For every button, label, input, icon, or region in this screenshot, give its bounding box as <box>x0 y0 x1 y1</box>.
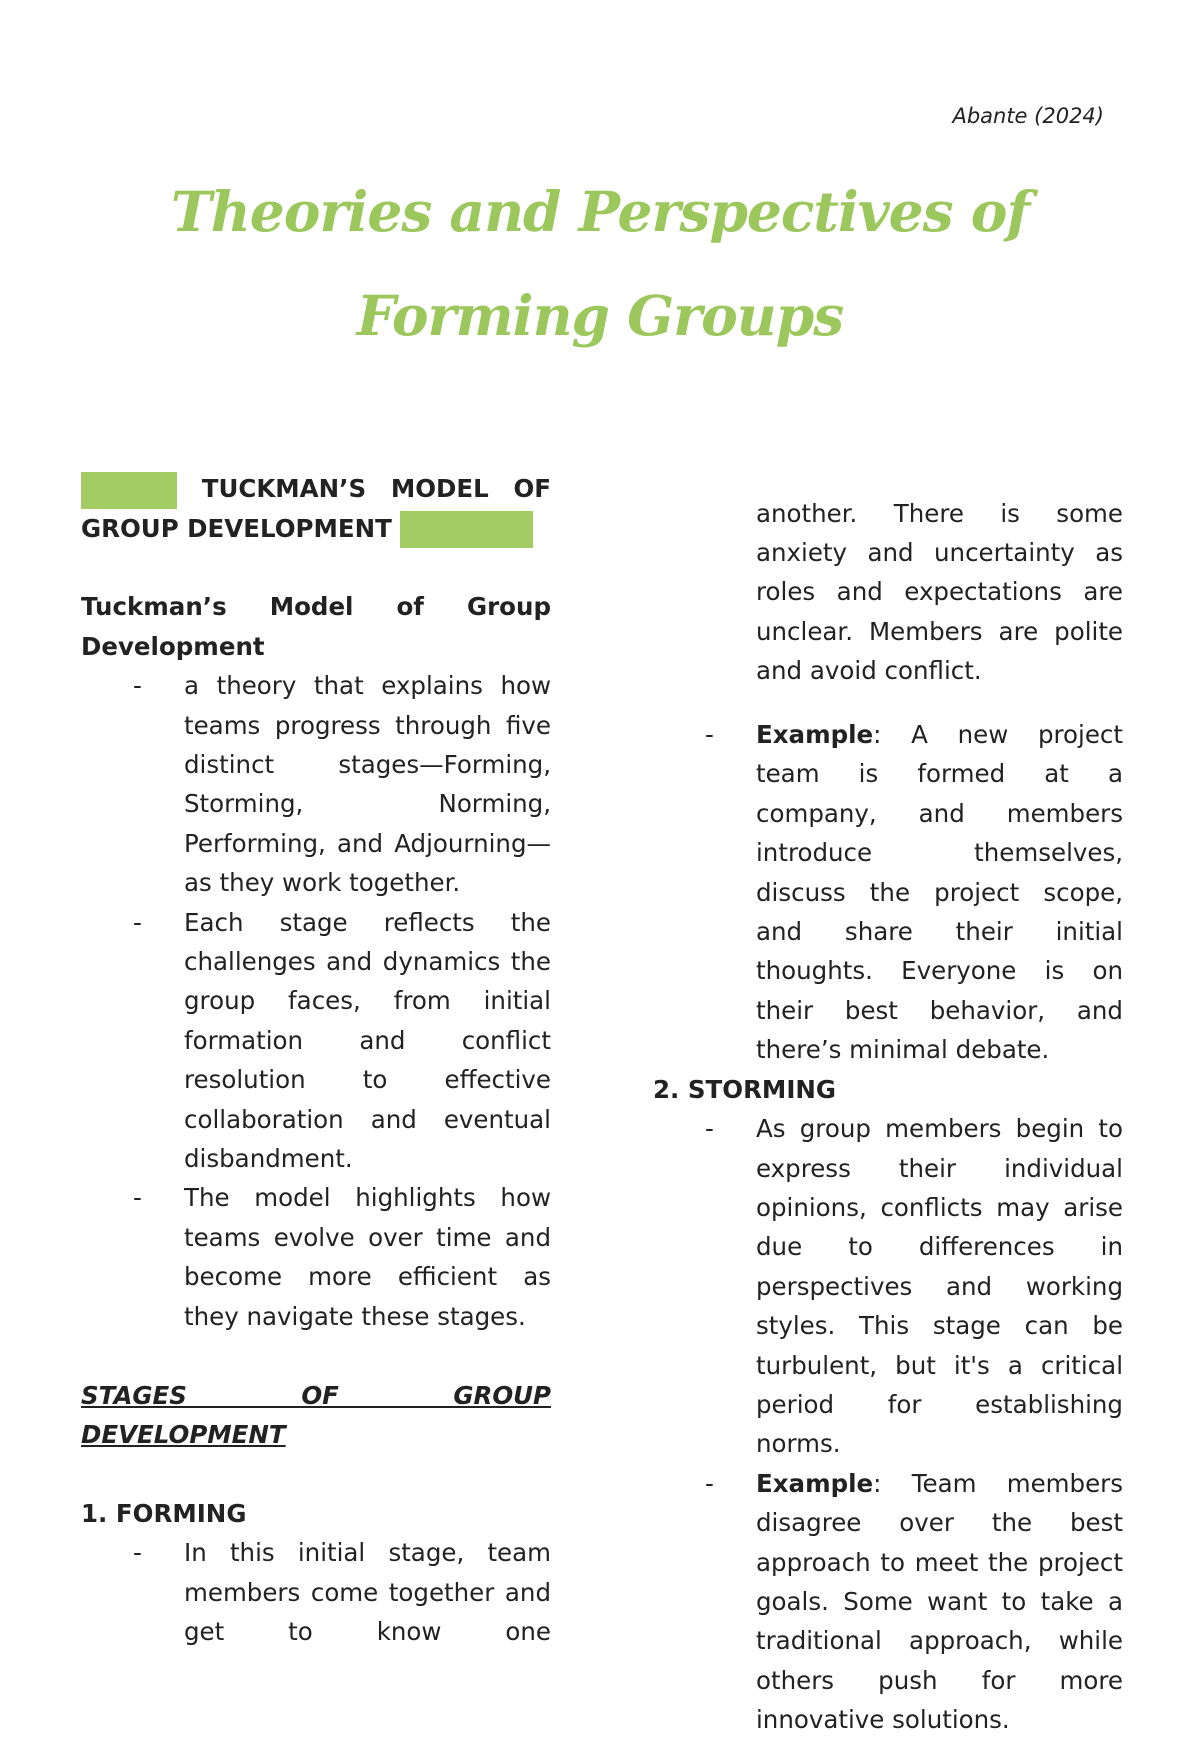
banner-text: TUCKMAN’S MODEL OF GROUP DEVELOPMENT <box>81 474 552 543</box>
list-item: - a theory that explains how teams progress through five distinct stages—Forming, Storming, Norming, Performing, and Adjourning—as they work together. <box>81 666 551 902</box>
title-line-2: Forming Groups <box>356 283 844 348</box>
forming-heading: 1. FORMING <box>81 1498 247 1528</box>
list-item: - As group members begin to express their individual opinions, conflicts may arise due to differences in perspectives and working styles. This stage can be turbulent, but it's a critical period for establishing norms. <box>653 1109 1123 1464</box>
list-item: - The model highlights how teams evolve over time and become more efficient as they navigate these stages. <box>81 1178 551 1336</box>
storming-bullet-list <box>653 1109 1123 1740</box>
section-banner <box>81 469 551 548</box>
banner-highlight-left <box>81 472 177 509</box>
title-line-1: Theories and Perspectives of <box>170 179 1030 244</box>
example-text: : Team members disagree over the best approach to meet the project goals. Some want to take a traditional approach, while others push for more innovative solutions. <box>756 1468 1123 1735</box>
term-bullet-list <box>81 666 551 1336</box>
list-item: - In this initial stage, team members come together and get to know one <box>81 1533 551 1651</box>
example-label: Example <box>756 720 874 750</box>
example-label: Example <box>756 1468 874 1498</box>
left-column <box>81 469 551 1651</box>
list-item: - Each stage reflects the challenges and dynamics the group faces, from initial formation and conflict resolution to effective collaboration and eventual disbandment. <box>81 903 551 1179</box>
page-title <box>0 160 1200 368</box>
author-citation: Abante (2024) <box>952 104 1104 128</box>
forming-bullet-list <box>81 1533 551 1651</box>
stages-heading: STAGES OF GROUP DEVELOPMENT <box>81 1380 551 1449</box>
example-text: : A new project team is formed at a company, and members introduce themselves, discuss the project scope, and share their initial thoughts. Everyone is on their best behavior, and there’s minimal debate. <box>756 720 1123 1065</box>
forming-bullet-continuation: another. There is some anxiety and uncertainty as roles and expectations are unclear. Members are polite and avoid conflict. <box>756 498 1123 686</box>
storming-heading: 2. STORMING <box>653 1074 837 1104</box>
forming-example-list <box>653 715 1123 1070</box>
banner-highlight-right <box>400 511 533 548</box>
list-item <box>653 715 1123 1070</box>
list-item <box>653 1464 1123 1740</box>
term-heading: Tuckman’s Model of Group Development <box>81 592 551 661</box>
right-column <box>653 469 1123 1740</box>
